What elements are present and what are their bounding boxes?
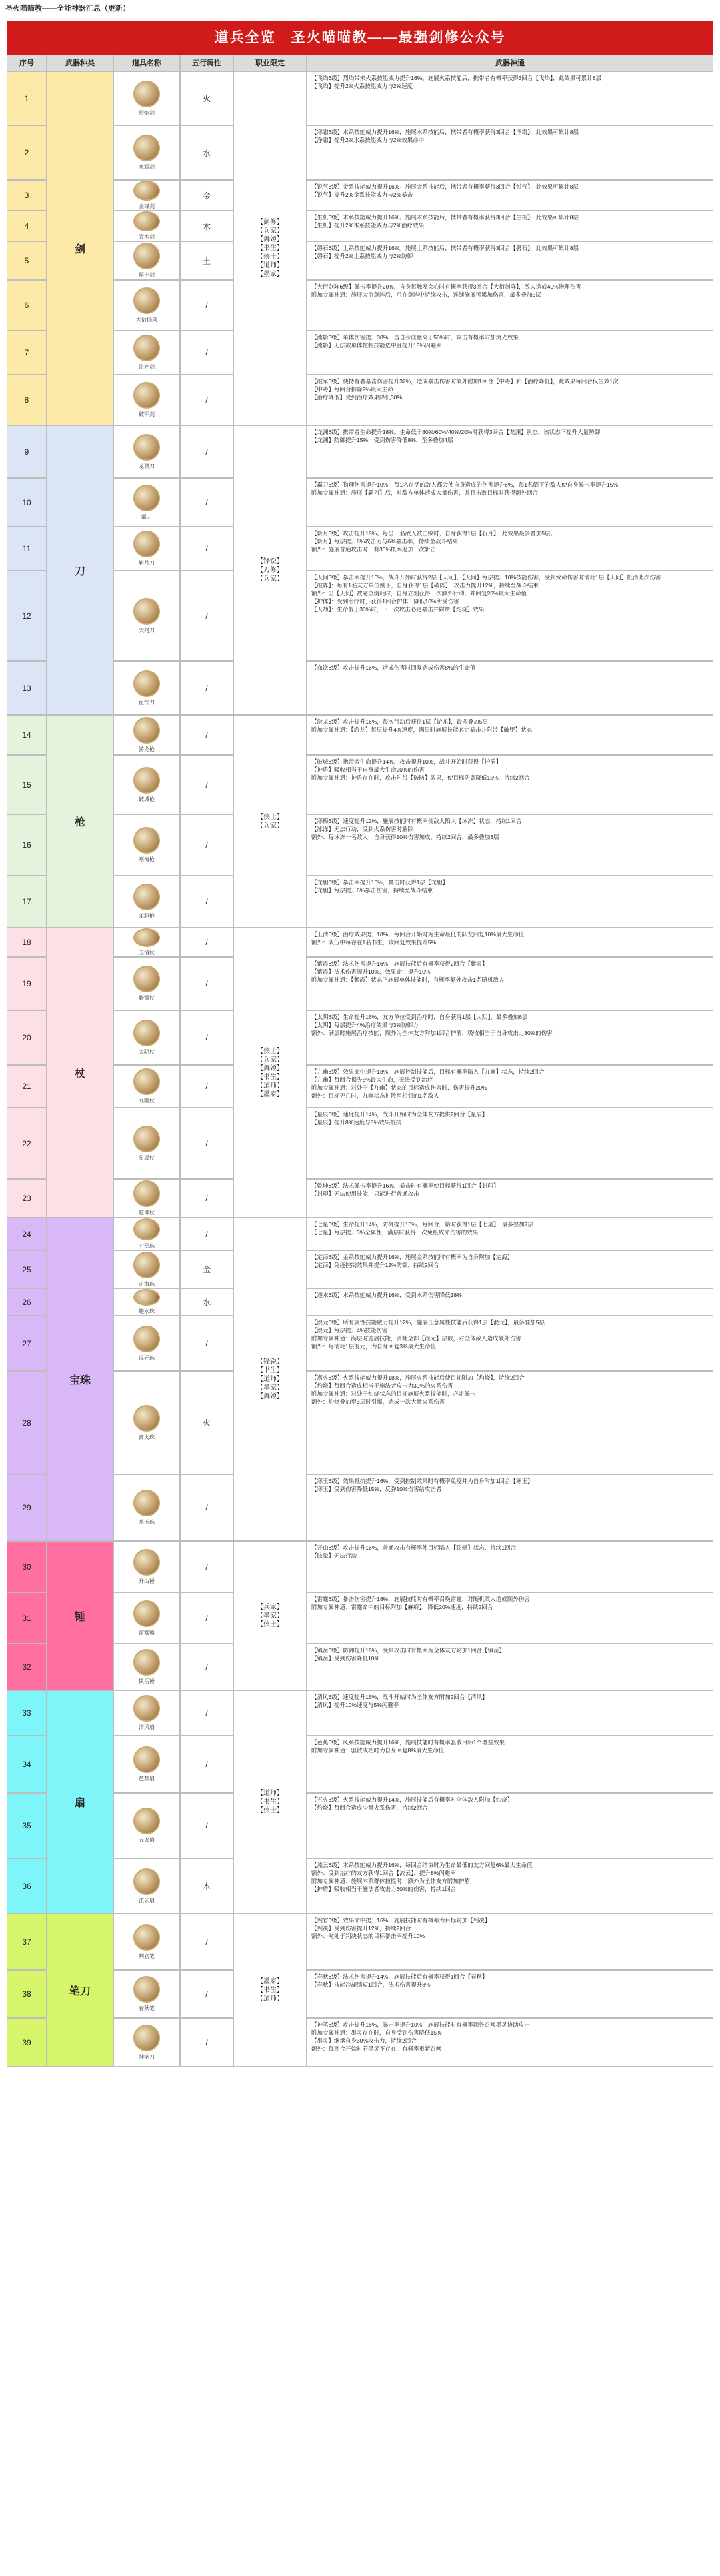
class-restriction: 【侠士】 【兵家】	[233, 715, 307, 928]
weapon-name: 游龙枪	[139, 746, 155, 752]
weapon-icon	[133, 2025, 160, 2051]
weapon-item[interactable]	[113, 755, 180, 814]
weapon-icon	[133, 1924, 160, 1951]
element-attribute: /	[180, 1970, 233, 2018]
row-number: 25	[7, 1250, 47, 1288]
weapon-ability: 【太阴6级】生命提升16%，友方单位受到治疗时，自身获得1层【太阴】，最多叠加6层 【太阴】每层提升4%治疗效果与3%防御力 额外：满层时施展治疗技能，额外为全体友方附加1回合护盾，吸收相当于自身攻击力80%的伤害	[307, 1010, 713, 1065]
weapon-ability: 【镇岳6级】防御提升18%，受到攻击时有概率为全体友方附加1回合【镇岳】 【镇岳】受到伤害降低10%	[307, 1644, 713, 1690]
weapon-item[interactable]	[113, 1644, 180, 1690]
weapon-item[interactable]	[113, 1970, 180, 2018]
class-restriction: 【兵家】 【墨家】 【侠士】	[233, 1541, 307, 1690]
weapon-category: 锤	[47, 1541, 113, 1690]
element-attribute: /	[180, 928, 233, 957]
element-attribute: 金	[180, 1250, 233, 1288]
element-attribute: /	[180, 331, 233, 375]
weapon-ability: 【流影6级】单体伤害提升30%，当自身血量高于50%时，攻击有概率附加流光效果 【流影】无法被单体控制技能选中且提升15%闪避率	[307, 331, 713, 375]
weapon-name: 龙渊刀	[139, 463, 155, 469]
weapon-ability: 【龙胆6级】暴击率提升16%，暴击时获得1层【龙胆】 【龙胆】每层提升6%暴击伤害，持续至战斗结束	[307, 876, 713, 928]
row-number: 14	[7, 715, 47, 755]
weapon-name: 大衍仙剑	[136, 317, 157, 323]
weapon-item[interactable]	[113, 1316, 180, 1371]
weapon-ability: 【定海6级】金系技能威力提升16%，施展金系技能时有概率为自身附加【定海】 【定海】免疫控制效果并提升12%防御，持续2回合	[307, 1250, 713, 1288]
weapon-item[interactable]	[113, 1858, 180, 1914]
class-restriction: 【锋锐】 【刀修】 【兵家】	[233, 425, 307, 715]
element-attribute: 水	[180, 125, 233, 180]
weapon-ability: 【混元6级】所有属性技能威力提升12%，施展任意属性技能后获得1层【混元】，最多叠加5层 【混元】每层提升4%技能伤害 附加专属神通：满层时施展技能，消耗全部【混元】层数，对全体敌人造成额外伤害 额外：每消耗1层混元，为自身回复3%最大生命值	[307, 1316, 713, 1371]
weapon-ability: 【清风6级】速度提升16%，战斗开始时为全体友方附加2回合【清风】 【清风】提升10%速度与5%闪避率	[307, 1690, 713, 1736]
weapon-ability: 【星辰6级】速度提升14%，战斗开始时为全体友方提供2回合【星辰】 【星辰】提升8%速度与8%效果抵抗	[307, 1108, 713, 1179]
weapon-ability: 【龙渊6级】携带者生命提升18%。生命低于80%/60%/40%/20%时获得3回合【龙渊】状态，该状态下提升大量防御 【龙渊】防御提升15%，受到伤害降低8%，至多叠加4层	[307, 425, 713, 478]
row-number: 13	[7, 661, 47, 715]
column-header: 五行属性	[180, 55, 233, 71]
element-attribute: /	[180, 1736, 233, 1793]
weapon-item[interactable]	[113, 1793, 180, 1858]
class-restriction: 【剑修】 【兵家】 【舞姬】 【书生】 【侠士】 【道师】 【墨家】	[233, 71, 307, 425]
row-number: 9	[7, 425, 47, 478]
weapon-ability: 【霸刀6级】物理伤害提升10%，每1名存活的敌人都会使自身造成的伤害提升6%，每1名倒下的敌人使自身暴击率提升15% 附加专属神通：施展【霸刀】后，对敌方单体造成大量伤害，并且击败目标时获得额外回合	[307, 478, 713, 527]
weapon-ability: 【生机6级】木系技能威力提升16%。施展木系技能后，携带者有概率获得3回合【生机】，此效果可累计8层 【生机】提升2%木系技能威力与2%治疗效果	[307, 211, 713, 241]
row-number: 24	[7, 1218, 47, 1250]
weapon-item[interactable]	[113, 425, 180, 478]
row-number: 12	[7, 571, 47, 661]
weapon-name: 太阴杖	[139, 1049, 155, 1055]
weapon-ability: 【判官6级】效果命中提升16%，施展技能时有概率为目标附加【判决】 【判决】受到伤害提升12%，持续2回合 额外：对处于判决状态的目标暴击率提升10%	[307, 1914, 713, 1970]
weapon-icon	[133, 1600, 160, 1627]
weapon-icon	[133, 434, 160, 461]
weapon-item[interactable]	[113, 957, 180, 1010]
weapon-icon	[133, 1068, 160, 1095]
weapon-name: 七星珠	[139, 1243, 155, 1249]
weapon-item[interactable]	[113, 1250, 180, 1288]
weapon-category: 扇	[47, 1690, 113, 1914]
weapon-ability: 【寒霜6级】水系技能威力提升16%，施展水系技能后，携带者有概率获得3回合【净霜】，此效果可累计8层 【净霜】提升2%水系技能威力与2%效果命中	[307, 125, 713, 180]
weapon-item[interactable]	[113, 375, 180, 425]
weapon-icon	[133, 1252, 160, 1278]
weapon-name: 寒霜剑	[139, 164, 155, 170]
weapon-icon	[133, 670, 160, 697]
weapon-item[interactable]	[113, 1736, 180, 1793]
weapon-category: 杖	[47, 928, 113, 1218]
row-number: 23	[7, 1179, 47, 1218]
weapon-item[interactable]	[113, 125, 180, 180]
weapon-item[interactable]	[113, 1371, 180, 1474]
column-header: 职业限定	[233, 55, 307, 71]
row-number: 7	[7, 331, 47, 375]
weapon-icon	[133, 598, 160, 625]
weapon-item[interactable]	[113, 571, 180, 661]
class-restriction: 【墨家】 【书生】 【道师】	[233, 1914, 307, 2067]
weapon-ability: 【磐石6级】土系技能威力提升16%。施展土系技能后，携带者有概率获得3回合【磐石】，此效果可累计8层 【磐石】提升2%土系技能威力与2%防御	[307, 241, 713, 280]
column-header: 道具名称	[113, 55, 180, 71]
element-attribute: /	[180, 755, 233, 814]
element-attribute: 火	[180, 71, 233, 125]
weapon-name: 开山锤	[139, 1578, 155, 1584]
weapon-ability: 【开山6级】攻击提升16%，普通攻击有概率使目标陷入【眩晕】状态，持续1回合 【眩晕】无法行动	[307, 1541, 713, 1592]
element-attribute: /	[180, 1010, 233, 1065]
weapon-item[interactable]	[113, 1108, 180, 1179]
weapon-name: 玉清杖	[139, 950, 155, 956]
element-attribute: /	[180, 1914, 233, 1970]
weapon-name: 星辰杖	[139, 1154, 155, 1161]
weapon-name: 清风扇	[139, 1724, 155, 1730]
weapon-ability: 【雷霆6级】暴击伤害提升18%，施展技能时有概率召唤雷霆，对随机敌人造成额外伤害 附加专属神通：雷霆命中的目标附加【麻痹】，降低20%速度，持续2回合	[307, 1592, 713, 1644]
weapon-icon	[133, 767, 160, 794]
row-number: 17	[7, 876, 47, 928]
element-attribute: /	[180, 571, 233, 661]
weapon-name: 乾坤杖	[139, 1210, 155, 1216]
row-number: 29	[7, 1474, 47, 1541]
weapon-ability: 【九幽6级】效果命中提升18%，施展控制技能后，目标有概率陷入【九幽】状态，持续2回合 【九幽】每回合损失5%最大生命，无法受到治疗 附加专属神通：对处于【九幽】状态的目标造成伤害时，伤害提升20% 额外：目标死亡时，九幽状态扩散至相邻的1名敌人	[307, 1065, 713, 1108]
element-attribute: 火	[180, 1371, 233, 1474]
weapon-icon	[133, 1180, 160, 1207]
weapon-name: 厚土剑	[139, 272, 155, 278]
weapon-item[interactable]	[113, 331, 180, 375]
element-attribute: /	[180, 661, 233, 715]
weapon-name: 定海珠	[139, 1280, 155, 1287]
weapon-name: 判官笔	[139, 1953, 155, 1959]
weapon-icon	[133, 211, 160, 231]
weapon-ability: 【大衍剑阵6级】暴击率提升20%，自身每触发会心时有概率获得3回合【大衍剑阵】，敌人造成40%物理伤害 附加专属神通：施展大衍剑阵后，可在剑阵中持续攻击，连续施展可累加伤害，最多叠加5层	[307, 280, 713, 331]
weapon-ability: 【寒梅6级】速度提升12%，施展技能时有概率使敌人陷入【冰冻】状态，持续1回合 【冰冻】无法行动，受到火系伤害时解除 额外：每冰冻一名敌人，自身获得10%伤害加成，持续2回合，最多叠加3层	[307, 814, 713, 876]
weapon-ability: 【天问6级】暴击率提升16%，战斗开始时获得2层【天问】，【天问】每层提升10%技能伤害，受到致命伤害时消耗1层【天问】抵消此次伤害 【破阵】：每有1名友方单位倒下，自身获得1层【破阵】，攻击力提升12%，持续至战斗结束 额外：当【天问】被完全消耗时，自身立刻获得一次额外行动，并回复20%最大生命值 【护体】：受到治疗时，获得1回合护体，降低10%所受伤害 【天劫】：生命低于30%时，下一次攻击必定暴击并附带【灼烧】效果	[307, 571, 713, 661]
weapon-item[interactable]	[113, 1541, 180, 1592]
weapon-name: 寒梅枪	[139, 856, 155, 862]
weapon-ability: 【乾坤6级】法术暴击率提升16%，暴击时有概率使目标获得1回合【封印】 【封印】无法使用技能，只能进行普通攻击	[307, 1179, 713, 1218]
weapon-item[interactable]	[113, 2018, 180, 2067]
row-number: 20	[7, 1010, 47, 1065]
weapon-ability: 【紫霞6级】法术伤害提升16%，施展技能后有概率获得2回合【紫霞】 【紫霞】法术伤害提升10%，效果命中提升10% 附加专属神通：【紫霞】状态下施展单体技能时，有概率额外攻击1名随机敌人	[307, 957, 713, 1010]
column-header: 武器神通	[307, 55, 713, 71]
element-attribute: /	[180, 1316, 233, 1371]
weapon-icon	[133, 1126, 160, 1152]
element-attribute: 金	[180, 180, 233, 211]
weapon-ability: 【寒玉6级】效果抵抗提升16%，受到控制效果时有概率免疫并为自身附加1回合【寒玉】 【寒玉】受到伤害降低15%，反弹10%伤害给攻击者	[307, 1474, 713, 1541]
weapon-item[interactable]	[113, 814, 180, 876]
weapon-icon	[133, 1746, 160, 1773]
weapon-icon	[133, 243, 160, 269]
row-number: 39	[7, 2018, 47, 2067]
element-attribute: /	[180, 1108, 233, 1179]
row-number: 5	[7, 241, 47, 280]
element-attribute: /	[180, 1218, 233, 1250]
weapon-ability: 【破军6级】使持有者暴击伤害提升32%，造成暴击伤害时额外附加1回合【中毒】和【治疗降低】，此效果每回合仅生效1次 【中毒】每回合扣除2%最大生命 【治疗降低】受到治疗效果降低30%	[307, 375, 713, 425]
row-number: 21	[7, 1065, 47, 1108]
row-number: 16	[7, 814, 47, 876]
weapon-name: 天问刀	[139, 627, 155, 633]
weapon-item[interactable]	[113, 1010, 180, 1065]
weapon-icon	[133, 81, 160, 107]
class-restriction: 【道师】 【书生】 【侠士】	[233, 1690, 307, 1914]
weapon-icon	[133, 827, 160, 854]
row-number: 8	[7, 375, 47, 425]
element-attribute: /	[180, 527, 233, 571]
element-attribute: 木	[180, 1858, 233, 1914]
weapon-icon	[133, 1549, 160, 1576]
element-attribute: /	[180, 425, 233, 478]
element-attribute: /	[180, 280, 233, 331]
weapon-icon	[133, 531, 160, 557]
weapon-name: 青木剑	[139, 234, 155, 240]
element-attribute: /	[180, 1474, 233, 1541]
row-number: 15	[7, 755, 47, 814]
weapon-icon	[133, 287, 160, 314]
weapon-name: 血饮刀	[139, 699, 155, 706]
weapon-item[interactable]	[113, 928, 180, 957]
row-number: 32	[7, 1644, 47, 1690]
weapon-icon	[133, 884, 160, 910]
weapon-name: 金锋剑	[139, 203, 155, 209]
weapon-ability: 【避水6级】水系技能威力提升16%，受到水系伤害降低18%	[307, 1288, 713, 1316]
row-number: 4	[7, 211, 47, 241]
element-attribute: /	[180, 1793, 233, 1858]
weapon-item[interactable]	[113, 661, 180, 715]
weapon-name: 寒玉珠	[139, 1519, 155, 1525]
weapon-category: 枪	[47, 715, 113, 928]
row-number: 11	[7, 527, 47, 571]
weapon-icon	[133, 1976, 160, 2003]
row-number: 36	[7, 1858, 47, 1914]
weapon-name: 烈焰剑	[139, 109, 155, 116]
weapon-name: 避水珠	[139, 1308, 155, 1314]
element-attribute: 土	[180, 241, 233, 280]
row-number: 18	[7, 928, 47, 957]
weapon-icon	[133, 1649, 160, 1676]
weapon-category: 刀	[47, 425, 113, 715]
banner-title: 道兵全览 圣火喵喵教——最强剑修公众号	[7, 21, 713, 55]
row-number: 27	[7, 1316, 47, 1371]
weapon-name: 九幽杖	[139, 1098, 155, 1104]
weapon-category: 剑	[47, 71, 113, 425]
element-attribute: /	[180, 478, 233, 527]
weapon-icon	[133, 1218, 160, 1240]
weapon-icon	[133, 1490, 160, 1516]
row-number: 26	[7, 1288, 47, 1316]
weapon-item[interactable]	[113, 71, 180, 125]
row-number: 6	[7, 280, 47, 331]
row-number: 22	[7, 1108, 47, 1179]
document-title: 圣火喵喵教——全能神器汇总（更新）	[5, 5, 130, 13]
weapon-icon	[133, 717, 160, 744]
row-number: 1	[7, 71, 47, 125]
element-attribute: /	[180, 1644, 233, 1690]
element-attribute: /	[180, 1179, 233, 1218]
element-attribute: /	[180, 1541, 233, 1592]
weapon-icon	[133, 1405, 160, 1432]
weapon-name: 镇岳锤	[139, 1678, 155, 1684]
column-header: 序号	[7, 55, 47, 71]
weapon-ability: 【七星6级】生命提升14%，防御提升10%，每回合开始时获得1层【七星】，最多叠加7层 【七星】每层提升3%全属性，满层时获得一次免疫致命伤害的效果	[307, 1218, 713, 1250]
weapon-name: 龙胆枪	[139, 913, 155, 919]
weapon-ability: 【斩月6级】攻击提升18%。每当一名敌人被击败时，自身获得1层【斩月】，此效果最多叠加5层。 【斩月】每层提升8%攻击力与6%暴击率，持续至战斗结束 额外：施展普通攻击时，有30%概率追加一次斩击	[307, 527, 713, 571]
weapon-name: 五火扇	[139, 1837, 155, 1843]
class-restriction: 【侠士】 【兵家】 【舞姬】 【书生】 【道师】 【墨家】	[233, 928, 307, 1218]
element-attribute: /	[180, 1065, 233, 1108]
class-restriction: 【锋锐】 【书生】 【道师】 【墨家】 【舞姬】	[233, 1218, 307, 1541]
weapon-icon	[133, 1020, 160, 1046]
weapon-item[interactable]	[113, 1474, 180, 1541]
weapon-ability: 【五火6级】火系技能威力提升14%，施展技能后有概率对全体敌人附加【灼烧】 【灼烧】每回合造成少量火系伤害，持续2回合	[307, 1793, 713, 1858]
element-attribute: 木	[180, 211, 233, 241]
weapon-ability: 【春秋6级】法术伤害提升14%，施展技能后有概率获得1回合【春秋】 【春秋】技能冷却缩短1回合，法术伤害提升8%	[307, 1970, 713, 2018]
weapon-icon	[133, 1289, 160, 1306]
row-number: 30	[7, 1541, 47, 1592]
weapon-ability: 【破城6级】携带者生命提升14%，攻击提升10%，战斗开始时获得【护盾】 【护盾】吸收相当于自身最大生命20%的伤害 附加专属神通：护盾存在时，攻击附带【破防】效果，使目标防御降低15%，持续2回合	[307, 755, 713, 814]
element-attribute: /	[180, 1690, 233, 1736]
weapon-icon	[133, 181, 160, 201]
element-attribute: /	[180, 375, 233, 425]
column-header: 武器种类	[47, 55, 113, 71]
row-number: 28	[7, 1371, 47, 1474]
weapon-icon	[133, 966, 160, 992]
weapon-icon	[133, 485, 160, 511]
weapon-ability: 【锐气6级】金系技能威力提升16%。施展金系技能后，携带者有概率获得3回合【锐气】，此效果可累计8层 【锐气】提升2%金系技能威力与2%暴击	[307, 180, 713, 211]
weapon-icon	[133, 335, 160, 361]
weapon-name: 雷霆锤	[139, 1629, 155, 1636]
row-number: 10	[7, 478, 47, 527]
row-number: 31	[7, 1592, 47, 1644]
weapon-ability: 【飞焰6级】烈焰带来火系技能威力提升16%。施展火系技能后，携带者有概率获得3回合【飞焰】，此效果可累计8层 【飞焰】提升2%火系技能威力与2%速度	[307, 71, 713, 125]
weapon-icon	[133, 382, 160, 409]
row-number: 2	[7, 125, 47, 180]
weapon-item[interactable]	[113, 527, 180, 571]
weapon-name: 春秋笔	[139, 2005, 155, 2011]
weapon-name: 霸刀	[141, 513, 152, 520]
weapon-ability: 【神笔6级】攻击提升16%，暴击率提升10%，施展技能时有概率额外召唤墨灵协助攻击 附加专属神通：墨灵存在时，自身受到伤害降低15% 【墨灵】继承自身30%攻击力，持续2回合 额外：每回合开始时若墨灵不存在，有概率重新召唤	[307, 2018, 713, 2067]
row-number: 34	[7, 1736, 47, 1793]
weapon-item[interactable]	[113, 1218, 180, 1250]
weapon-item[interactable]	[113, 876, 180, 928]
weapon-name: 斩月刀	[139, 560, 155, 566]
weapon-name: 芭蕉扇	[139, 1776, 155, 1782]
weapon-icon	[133, 1868, 160, 1895]
element-attribute: /	[180, 1592, 233, 1644]
weapon-name: 流光剑	[139, 364, 155, 370]
weapon-item[interactable]	[113, 180, 180, 211]
weapon-icon	[133, 1808, 160, 1834]
weapon-ability: 【芭蕉6级】风系技能威力提升16%，施展技能时有概率驱散目标1个增益效果 附加专属神通：驱散成功时为自身回复8%最大生命值	[307, 1736, 713, 1793]
weapon-ability: 【玉清6级】治疗效果提升18%，每回合开始时为生命最低的队友回复10%最大生命值 额外：队伍中每存在1名书生，该回复效果提升5%	[307, 928, 713, 957]
weapon-icon	[133, 928, 160, 947]
weapon-ability: 【离火6级】火系技能威力提升18%，施展火系技能后使目标附加【灼烧】，持续2回合 【灼烧】每回合造成相当于施法者攻击力30%的火系伤害 附加专属神通：对处于灼烧状态的目标施展火系技能时，必定暴击 额外：灼烧叠加至3层时引爆，造成一次大量火系伤害	[307, 1371, 713, 1474]
element-attribute: /	[180, 876, 233, 928]
weapon-name: 破军剑	[139, 411, 155, 417]
element-attribute: /	[180, 2018, 233, 2067]
element-attribute: 水	[180, 1288, 233, 1316]
weapon-item[interactable]	[113, 1288, 180, 1316]
weapon-category: 宝珠	[47, 1218, 113, 1541]
weapon-item[interactable]	[113, 1690, 180, 1736]
weapon-name: 紫霞杖	[139, 995, 155, 1001]
element-attribute: /	[180, 957, 233, 1010]
row-number: 3	[7, 180, 47, 211]
element-attribute: /	[180, 814, 233, 876]
row-number: 19	[7, 957, 47, 1010]
weapon-icon	[133, 135, 160, 161]
weapon-item[interactable]	[113, 211, 180, 241]
weapon-item[interactable]	[113, 715, 180, 755]
weapon-item[interactable]	[113, 1914, 180, 1970]
weapon-item[interactable]	[113, 241, 180, 280]
row-number: 38	[7, 1970, 47, 2018]
row-number: 33	[7, 1690, 47, 1736]
weapon-item[interactable]	[113, 1592, 180, 1644]
row-number: 35	[7, 1793, 47, 1858]
weapon-icon	[133, 1326, 160, 1352]
weapon-category: 笔刀	[47, 1914, 113, 2067]
element-attribute: /	[180, 715, 233, 755]
weapon-icon	[133, 1695, 160, 1722]
row-number: 37	[7, 1914, 47, 1970]
weapon-name: 神笔刀	[139, 2053, 155, 2060]
weapon-name: 离火珠	[139, 1434, 155, 1440]
weapon-ability: 【血饮6级】攻击提升16%，造成伤害时回复造成伤害8%的生命值	[307, 661, 713, 715]
weapon-item[interactable]	[113, 1065, 180, 1108]
weapon-ability: 【流云6级】木系技能威力提升16%，每回合结束时为生命最低的友方回复6%最大生命值 额外：受到治疗的友方获得1回合【流云】，提升8%闪避率 附加专属神通：施展木系群体技能时，额外为全体友方附加护盾 【护盾】吸收相当于施法者攻击力60%的伤害，持续1回合	[307, 1858, 713, 1914]
weapon-name: 流云扇	[139, 1897, 155, 1904]
weapon-item[interactable]	[113, 1179, 180, 1218]
weapon-name: 破城枪	[139, 796, 155, 802]
weapon-item[interactable]	[113, 478, 180, 527]
weapon-ability: 【游龙6级】攻击提升16%，每次行动后获得1层【游龙】，最多叠加5层 附加专属神通：【游龙】每层提升4%速度，满层时施展技能必定暴击并附带【破甲】状态	[307, 715, 713, 755]
weapon-item[interactable]	[113, 280, 180, 331]
weapon-name: 混元珠	[139, 1354, 155, 1361]
